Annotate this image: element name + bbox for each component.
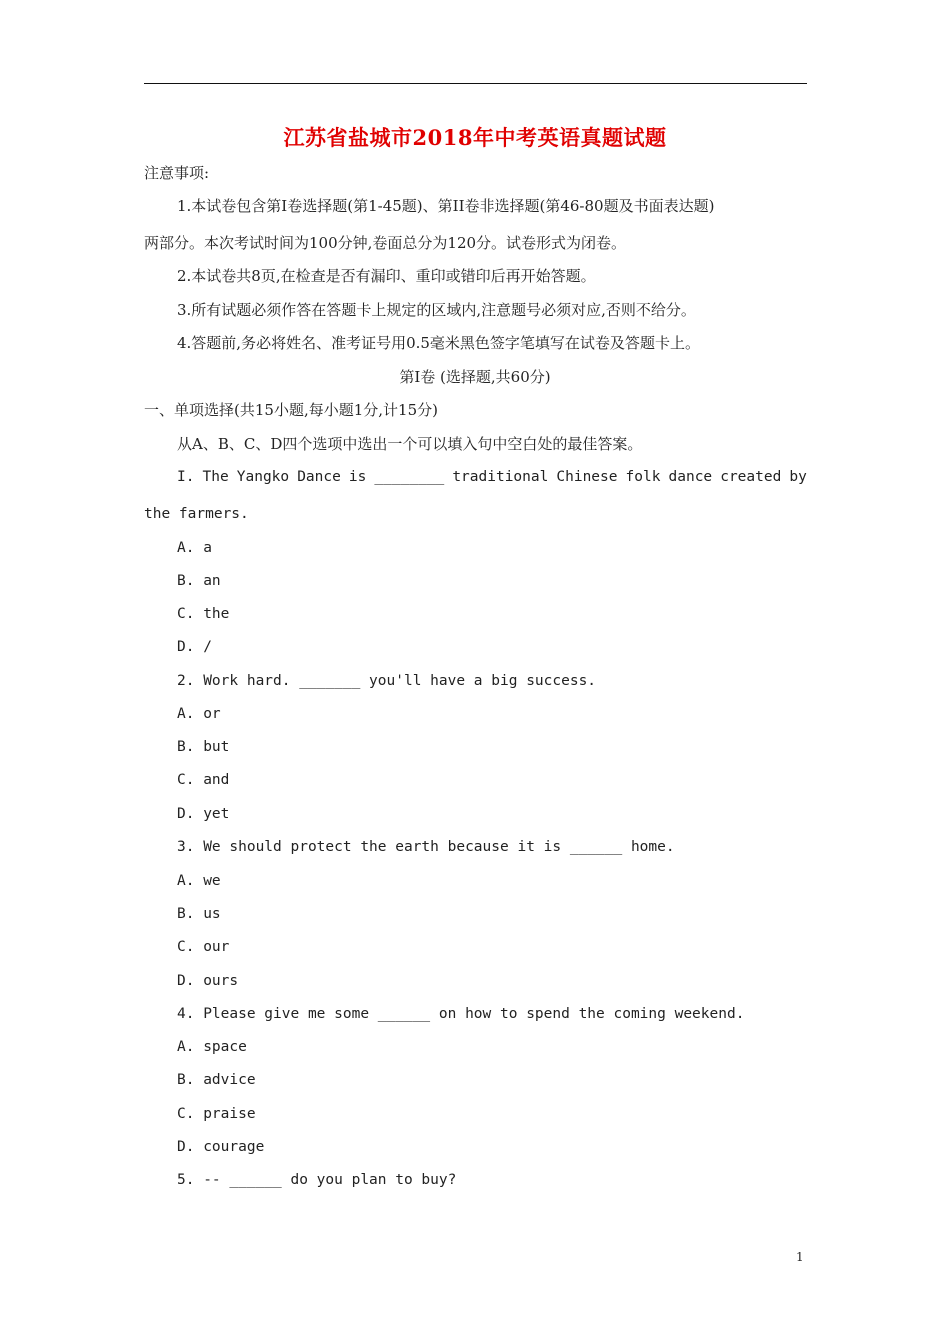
note-item-1: 1.本试卷包含第Ⅰ卷选择题(第1-45题)、第II卷非选择题(第46-80题及书面表达题) [177, 197, 715, 215]
note-item-2: 2.本试卷共8页,在检查是否有漏印、重印或错印后再开始答题。 [177, 267, 596, 285]
question-2-option-d: D. yet [177, 806, 230, 822]
stem-word: The [202, 469, 229, 485]
note-item-3: 3.所有试题必须作答在答题卡上规定的区域内,注意题号必须对应,否则不给分。 [177, 301, 696, 319]
question-3-option-a: A. we [177, 873, 221, 889]
question-3-option-b: B. us [177, 906, 221, 922]
question-5-stem: 5. -- ______ do you plan to buy? [177, 1172, 457, 1188]
question-2-option-b: B. but [177, 739, 230, 755]
stem-blank: ________ [374, 469, 445, 485]
question-3-stem: 3. We should protect the earth because it is ______ home. [177, 839, 675, 855]
page-number: 1 [796, 1250, 804, 1264]
stem-word: Dance [297, 469, 341, 485]
question-1-stem [177, 467, 807, 487]
stem-word: dance [668, 469, 713, 485]
note-item-1-cont: 两部分。本次考试时间为100分钟,卷面总分为120分。试卷形式为闭卷。 [144, 234, 627, 252]
question-2-option-c: C. and [177, 772, 230, 788]
stem-word: Chinese [556, 469, 618, 485]
stem-word: I. [177, 469, 195, 485]
page-title: 江苏省盐城市2018年中考英语真题试题 [283, 125, 667, 150]
stem-word: is [348, 469, 367, 485]
question-1-option-d: D. / [177, 639, 212, 655]
stem-word: created [720, 469, 782, 485]
notes-heading: 注意事项: [144, 164, 210, 182]
question-1-option-c: C. the [177, 606, 230, 622]
header-rule [144, 83, 807, 84]
section-title: 第Ⅰ卷 (选择题,共60分) [399, 368, 551, 386]
question-2-stem: 2. Work hard. _______ you'll have a big success. [177, 673, 597, 689]
question-4-stem: 4. Please give me some ______ on how to spend the coming weekend. [177, 1006, 745, 1022]
note-item-4: 4.答题前,务必将姓名、准考证号用0.5毫米黑色签字笔填写在试卷及答题卡上。 [177, 334, 700, 352]
question-1-stem-cont: the farmers. [144, 506, 249, 522]
part-heading: 一、单项选择(共15小题,每小题1分,计15分) [144, 401, 438, 419]
stem-word: Yangko [236, 469, 290, 485]
stem-word: by [789, 469, 807, 485]
stem-word: folk [625, 469, 661, 485]
question-1-option-a: A. a [177, 540, 212, 556]
question-4-option-a: A. space [177, 1039, 247, 1055]
question-4-option-d: D. courage [177, 1139, 265, 1155]
question-2-option-a: A. or [177, 706, 221, 722]
part-instruction: 从A、B、C、D四个选项中选出一个可以填入句中空白处的最佳答案。 [177, 435, 643, 453]
question-3-option-d: D. ours [177, 973, 239, 989]
stem-word: traditional [452, 469, 549, 485]
question-3-option-c: C. our [177, 939, 230, 955]
question-4-option-b: B. advice [177, 1072, 256, 1088]
question-1-option-b: B. an [177, 573, 221, 589]
question-4-option-c: C. praise [177, 1106, 256, 1122]
